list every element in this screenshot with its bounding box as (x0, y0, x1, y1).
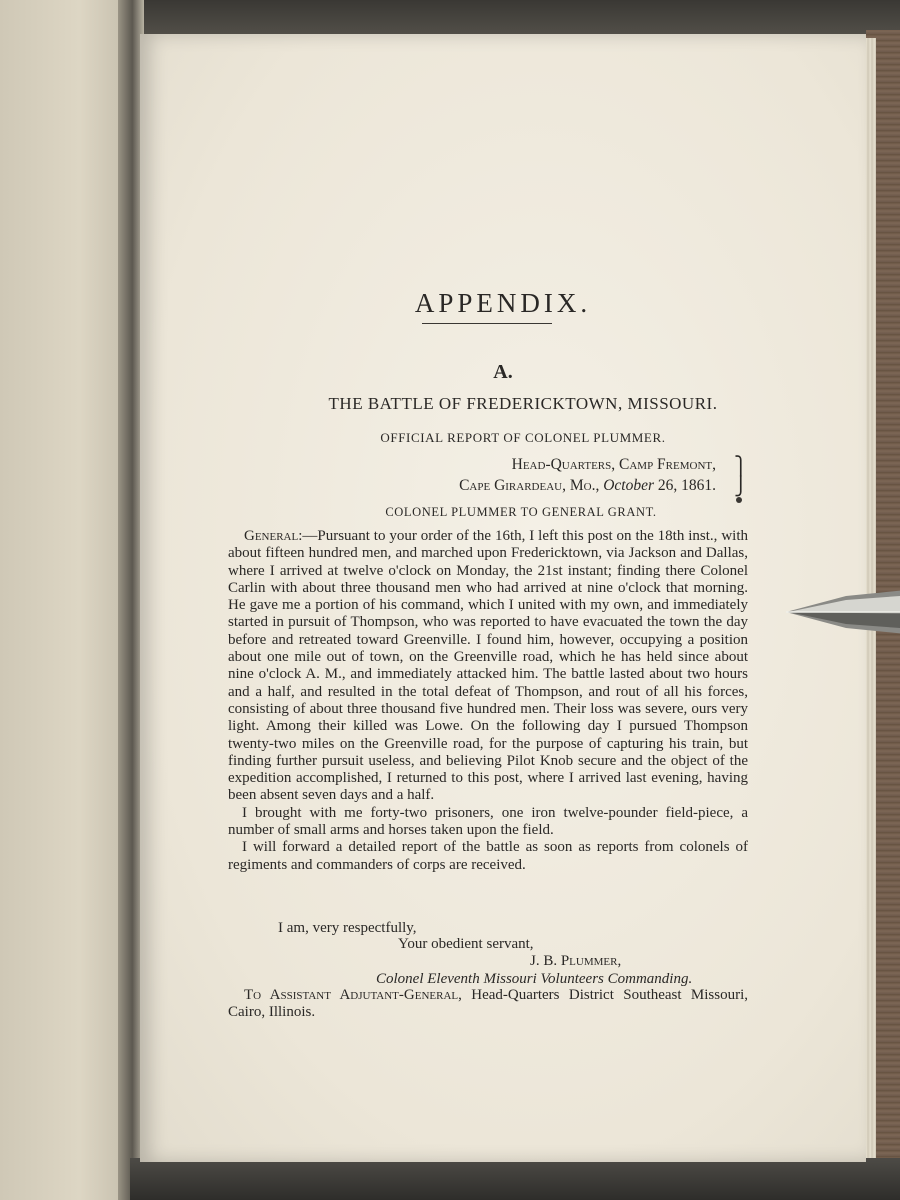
report-title: OFFICIAL REPORT OF COLONEL PLUMMER. (380, 430, 666, 445)
heading-rule (422, 323, 552, 324)
dateline (459, 454, 716, 496)
address-rest: Head-Quarters District Southeast Missouri, Cairo, Illinois. (228, 987, 749, 1021)
salutation: General (244, 528, 299, 544)
paragraph-2: I brought with me forty-two prisoners, one iron twelve-pounder field-piece, a number of small arms and horses taken upon the field. (228, 804, 748, 839)
book-cover-bottom (130, 1158, 900, 1200)
address-line (228, 987, 748, 1022)
section-letter: A. (493, 361, 513, 383)
dateline-line-1: Head-Quarters, Camp Fremont, (511, 456, 716, 473)
dateline-month: October (603, 477, 654, 494)
paragraph-1 (228, 528, 748, 805)
page-mark (736, 497, 742, 503)
paragraph-1-text: :—Pursuant to your order of the 16th, I left this post on the 18th inst., with about fifteen hundred men, and marched upon Fredericktown, via Jackson and Dallas, where I arrived at twelve o'clock on Monday, the 21st instant; finding there Colonel Carlin with about three thousand men who had arrived at nine o'clock that morning. He gave me a portion of his command, which I united with my own, and immediately started in pursuit of Thompson, who was reported to have evacuated the town the day before and retreated toward Greenville. I found him, however, occupying a position about one mile out of town, on the Greenville road, which he has held since about nine o'clock A. M., and immediately attacked him. The battle lasted about two hours and a half, and resulted in the total defeat of Thompson, and rout of all his forces, consisting of about three thousand five hundred men. Their loss was severe, ours very light. Among their killed was Lowe. On the following day I pursued Thompson twenty-two miles on the Greenville road, for the purpose of capturing his train, but finding further pursuit useless, and believing Pilot Knob secure and the object of the expedition accomplished, I returned to this post, where I arrived last evening, having been absent seven days and a half. (228, 528, 748, 804)
signature-name: J. B. Plummer, (530, 953, 622, 969)
section-subtitle: THE BATTLE OF FREDERICKTOWN, MISSOURI. (328, 394, 718, 413)
closing-servant: Your obedient servant, (398, 936, 534, 952)
paragraph-3: I will forward a detailed report of the battle as soon as reports from colonels of regiments and commanders of corps are received. (228, 839, 748, 873)
addressee-line: COLONEL PLUMMER TO GENERAL GRANT. (385, 505, 657, 519)
book-page (140, 34, 866, 1162)
dateline-line-2 (459, 475, 716, 496)
dateline-place: Cape Girardeau, Mo., (459, 477, 604, 494)
page-heading: APPENDIX. (414, 288, 592, 318)
letter-opener-blade (786, 584, 900, 640)
left-page (0, 0, 132, 1200)
dateline-day-year: 26, 1861. (654, 477, 716, 494)
report-body (228, 528, 748, 874)
dateline-brace: ⎫ ⎭ (734, 456, 748, 496)
signature-title: Colonel Eleventh Missouri Volunteers Commanding. (376, 971, 693, 987)
address-to: To Assistant Adjutant-General, (244, 987, 462, 1003)
closing-respectfully: I am, very respectfully, (278, 920, 417, 936)
